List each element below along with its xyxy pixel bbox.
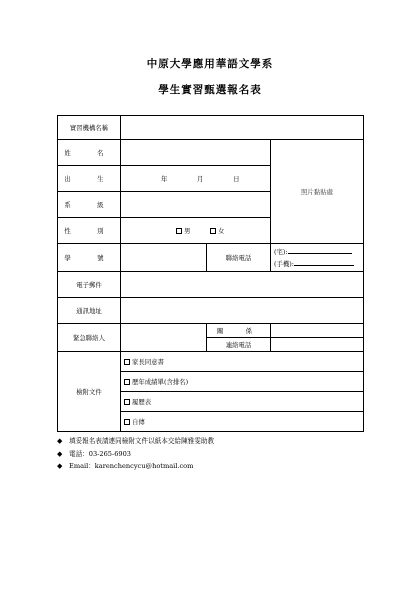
- birth-label: 出 生: [58, 166, 121, 192]
- student-id-field[interactable]: [121, 244, 207, 272]
- gender-field: [121, 218, 271, 244]
- attachment-checkbox[interactable]: [124, 419, 130, 425]
- attachment-item-label: 家長同意書: [132, 358, 164, 366]
- gender-female-checkbox[interactable]: [210, 228, 216, 234]
- photo-label: 照片黏貼處: [301, 188, 333, 196]
- attachment-item-label: 歷年成績單(含排名): [132, 378, 189, 386]
- note-text[interactable]: Email：karenchencycu@hotmail.com: [69, 462, 194, 470]
- page-title: 中原大學應用華語文學系: [146, 58, 274, 70]
- phone-field[interactable]: [271, 244, 364, 272]
- emergency-contact-label: 緊急聯絡人: [58, 324, 121, 352]
- attachment-item: [121, 372, 364, 392]
- name-label: 姓 名: [58, 140, 121, 166]
- relation-field[interactable]: [271, 324, 364, 338]
- emergency-contact-field[interactable]: [121, 324, 207, 352]
- birth-year-label: 年: [161, 175, 168, 183]
- birth-day-label: 日: [233, 175, 240, 183]
- photo-box[interactable]: [271, 140, 364, 244]
- note-text: 填妥報名表請連同檢附文件以紙本交給陳雅雯助教: [69, 437, 215, 445]
- emergency-phone-field[interactable]: [271, 338, 364, 352]
- name-field[interactable]: [121, 140, 271, 166]
- department-field[interactable]: [121, 192, 271, 218]
- note-item: [57, 448, 214, 461]
- form-title: 學生實習甄選報名表: [158, 84, 262, 96]
- application-form-table: [57, 115, 364, 432]
- student-id-label: 學 號: [58, 244, 121, 272]
- email-field[interactable]: [121, 272, 364, 298]
- phone-mobile-label: (手機):: [274, 259, 294, 268]
- bullet-diamond-icon: ◆: [57, 449, 63, 458]
- notes-list: [57, 435, 214, 473]
- gender-label: 性 別: [58, 218, 121, 244]
- institution-label: 實習機構名稱: [58, 116, 121, 140]
- birth-field[interactable]: [121, 166, 271, 192]
- department-label: 系 級: [58, 192, 121, 218]
- gender-male-checkbox[interactable]: [176, 228, 182, 234]
- relation-label: 關 係: [207, 324, 271, 338]
- attachment-item: [121, 392, 364, 412]
- gender-female-label: 女: [218, 227, 225, 235]
- note-item: [57, 435, 214, 448]
- attachment-item-label: 自傳: [132, 418, 145, 426]
- emergency-phone-label: 連絡電話: [207, 338, 271, 352]
- address-field[interactable]: [121, 298, 364, 324]
- attachment-item: [121, 352, 364, 372]
- attachment-item-label: 履歷表: [132, 398, 152, 406]
- phone-label: 聯絡電話: [207, 244, 271, 272]
- institution-field[interactable]: [121, 116, 364, 140]
- note-text: 電話：03-265-6903: [69, 449, 131, 458]
- phone-mobile-line[interactable]: [294, 265, 354, 266]
- bullet-diamond-icon: ◆: [57, 437, 63, 445]
- note-item: [57, 460, 214, 473]
- attachment-item: [121, 412, 364, 432]
- phone-home-label: (宅):: [274, 247, 288, 256]
- bullet-diamond-icon: ◆: [57, 462, 63, 470]
- address-label: 通訊地址: [58, 298, 121, 324]
- attachment-checkbox[interactable]: [124, 359, 130, 365]
- attachments-label: 檢附文件: [58, 352, 121, 432]
- email-label: 電子郵件: [58, 272, 121, 298]
- attachment-checkbox[interactable]: [124, 379, 130, 385]
- gender-male-label: 男: [184, 227, 191, 235]
- attachment-checkbox[interactable]: [124, 399, 130, 405]
- phone-home-line[interactable]: [288, 253, 352, 254]
- birth-month-label: 月: [197, 175, 204, 183]
